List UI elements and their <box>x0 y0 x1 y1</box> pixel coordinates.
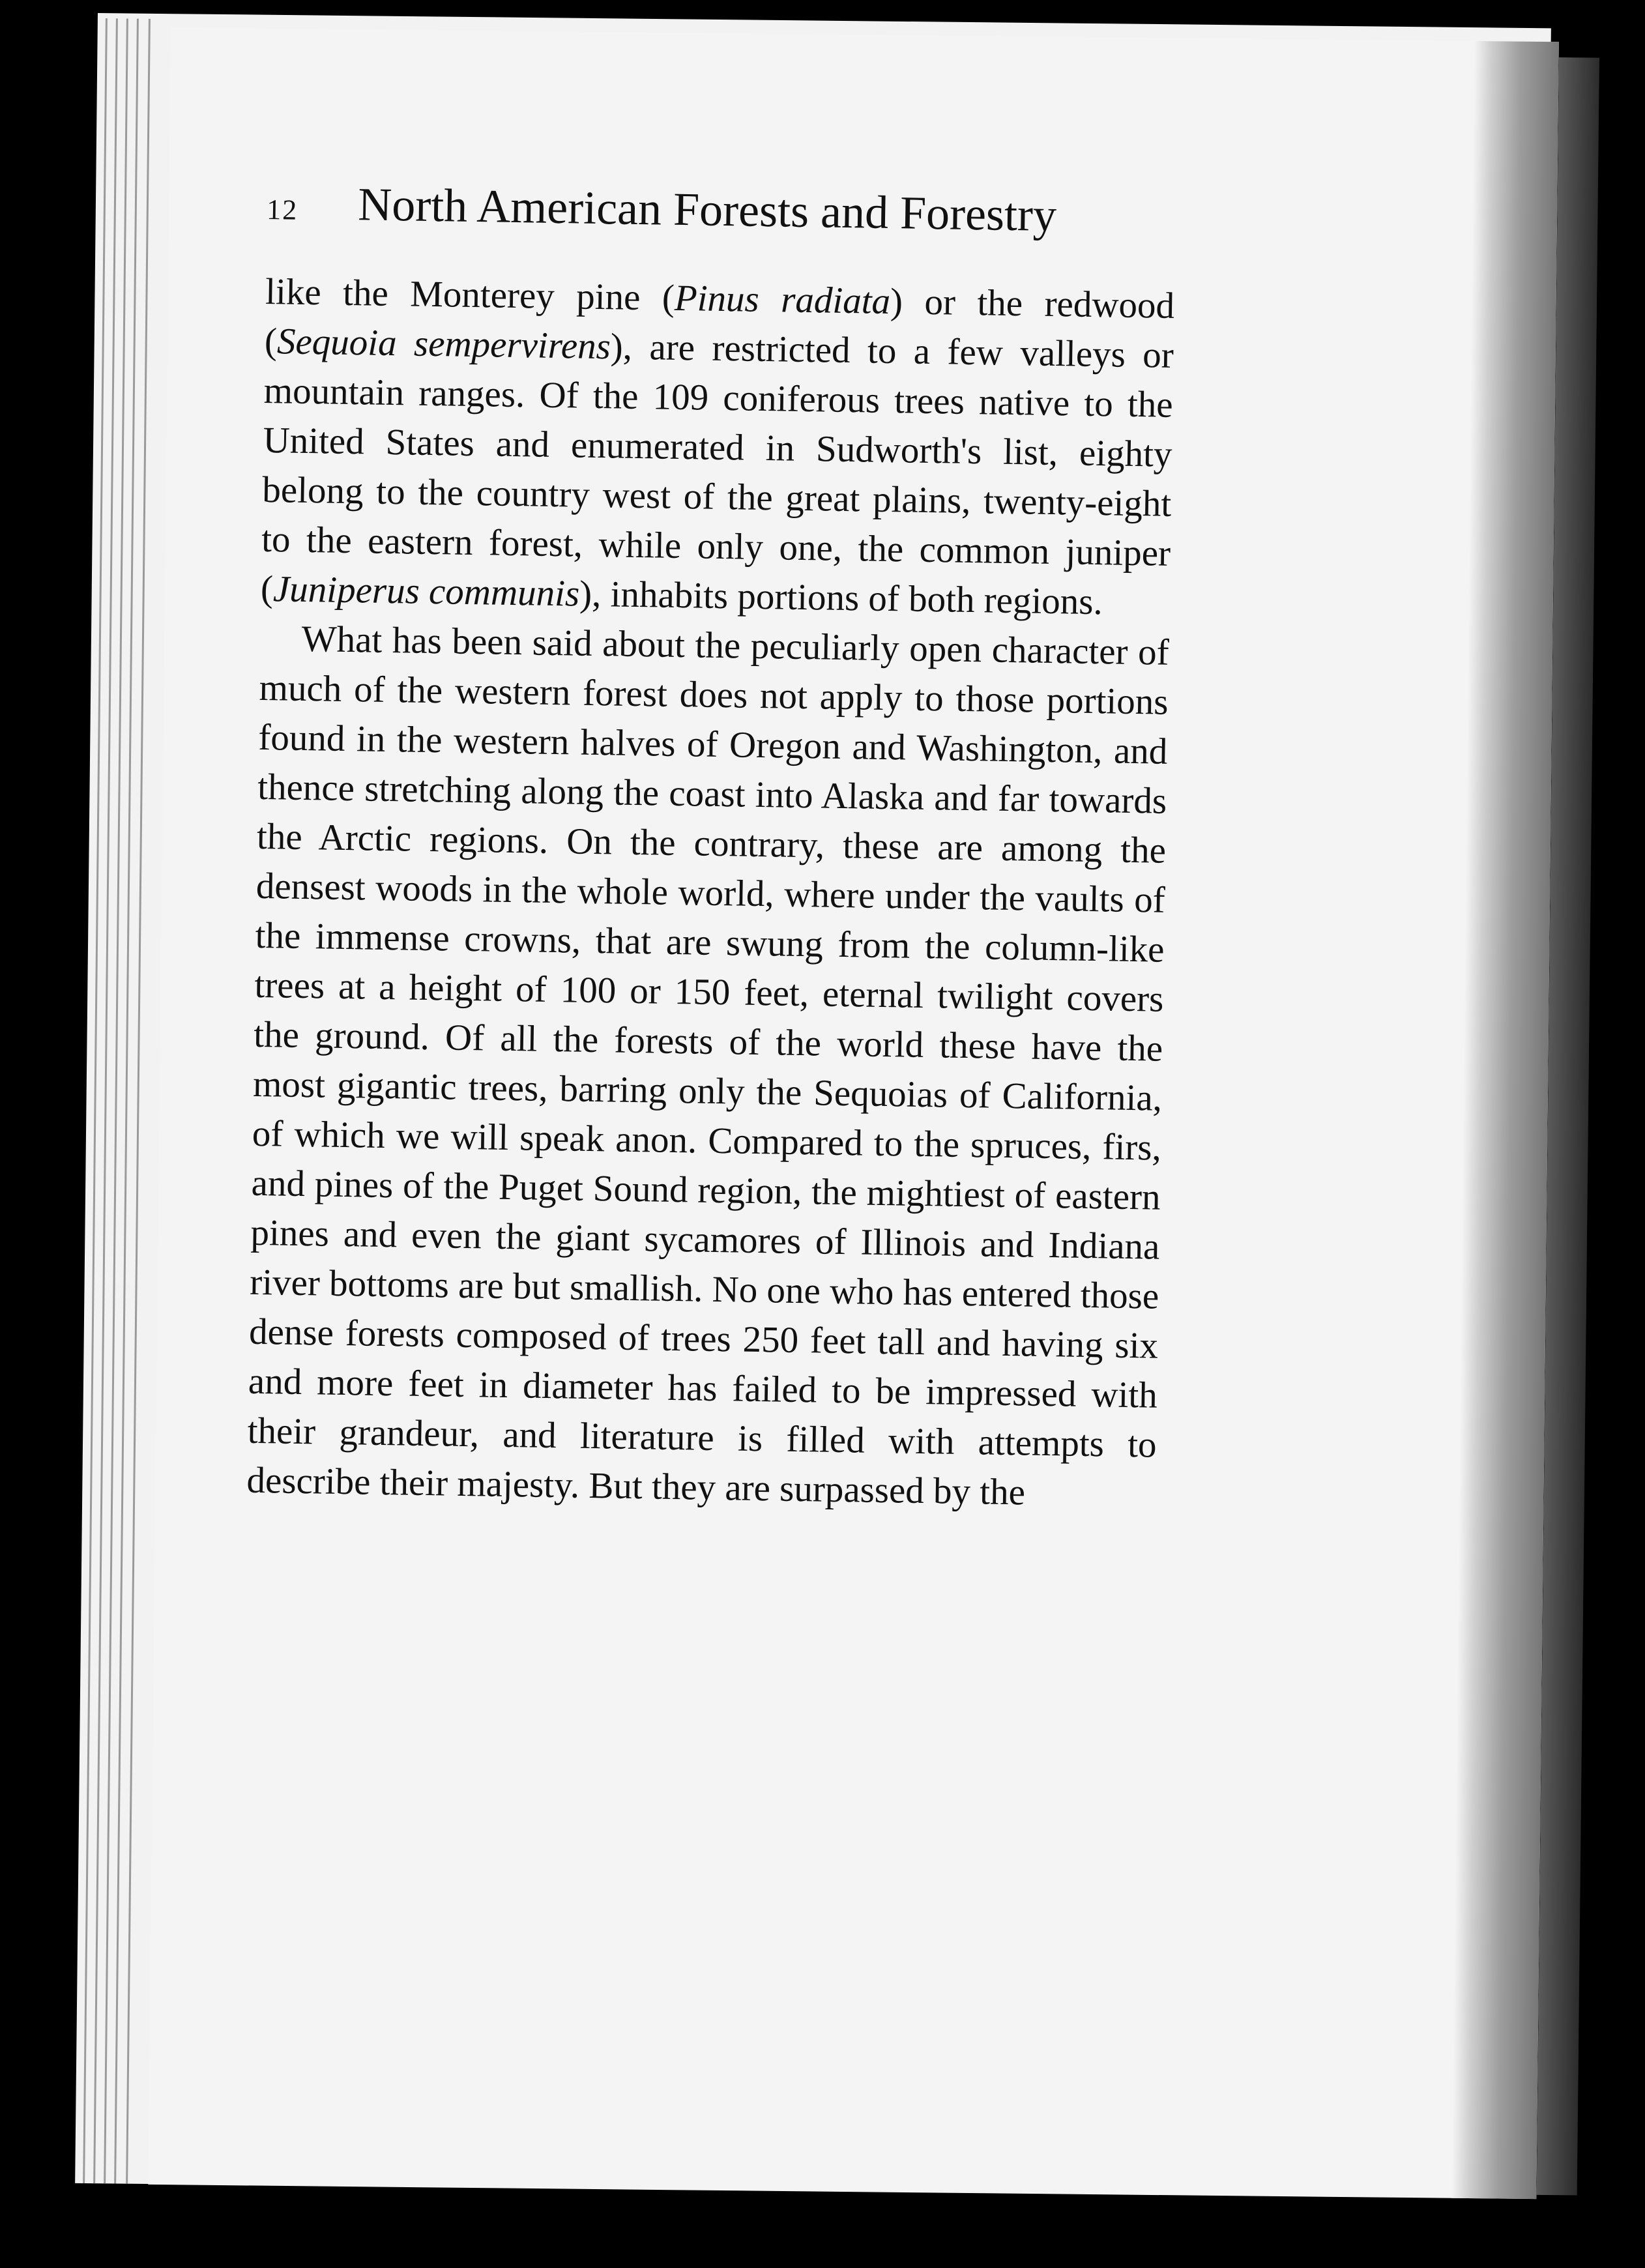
text-run: ) or the redwood ( <box>264 281 1175 362</box>
paragraph: What has been said about the peculiarly open character of much of the western forest does not apply to those portions found in the western halves of Oregon and Washington, and thence stretching along the coast into Alaska and far towards the Arctic regions. On the contrary, these are among the densest woods in the whole world, where under the vaults of the immense crowns, that are swung from the column-like trees at a height of 100 or 150 feet, eternal twilight covers the ground. Of all the forests of the world these have the most gigantic trees, barring only the Sequoias of California, of which we will speak anon. Compared to the spruces, firs, and pines of the Puget Sound region, the mightiest of eastern pines and even the giant sycamores of Illinois and Indiana river bottoms are but smallish. No one who has entered those dense forests composed of trees 250 feet tall and having six and more feet in diameter has failed to be impressed with their grandeur, and literature is filled with attempts to describe their majesty. But they are surpassed by the <box>246 618 1170 1513</box>
page-number: 12 <box>266 193 298 226</box>
italic-latin-name: Juniperus communis <box>272 568 580 615</box>
body-text <box>246 267 1175 1520</box>
page-edge-line <box>93 18 118 2183</box>
page-edge-line <box>104 18 128 2183</box>
page-edge-line <box>126 19 151 2184</box>
italic-latin-name: Pinus radiata <box>674 277 891 323</box>
running-head-title: North American Forests and Forestry <box>357 178 1057 242</box>
text-run: ), inhabits portions of both regions. <box>579 573 1103 623</box>
text-run: ), are restricted to a few valleys or mountain ranges. Of the 109 coniferous trees native to the United States and enumerated in Sudworth's list, eighty belong to the country west of the great plains, twenty-eight to the eastern forest, while only one, the common juniper ( <box>260 326 1174 610</box>
paragraph <box>260 267 1174 628</box>
text-run: like the Monterey pine ( <box>265 270 675 319</box>
page-edge-line <box>114 19 139 2184</box>
running-head <box>266 176 1176 282</box>
page-edge-line <box>83 18 108 2183</box>
italic-latin-name: Sequoia sempervirens <box>276 321 611 368</box>
page-text-block <box>246 176 1176 1520</box>
